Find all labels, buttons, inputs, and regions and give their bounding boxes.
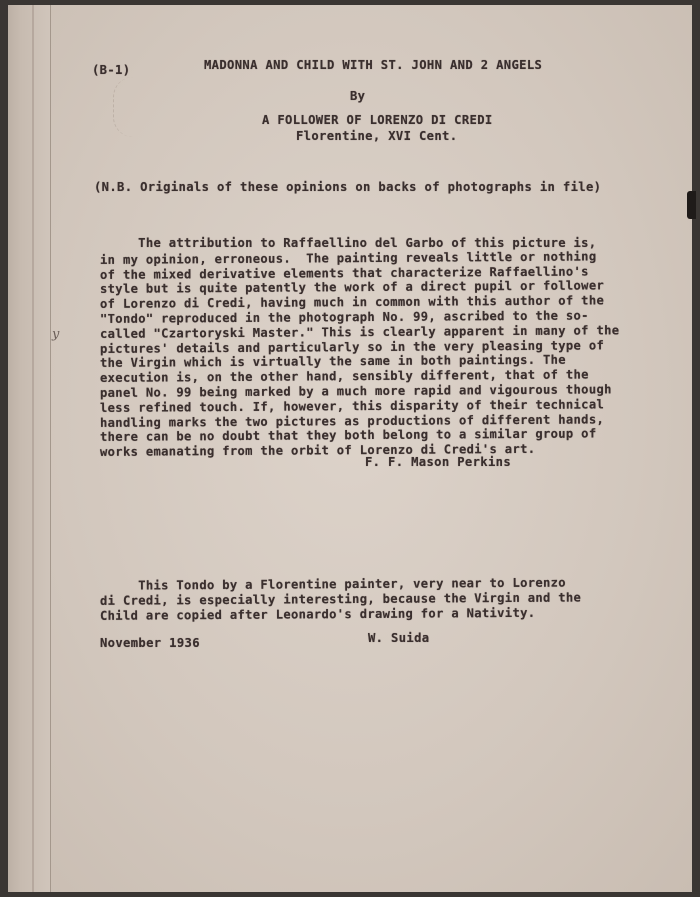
binding-crease (32, 5, 34, 892)
reference-number: (B-1) (92, 63, 131, 77)
document-title: MADONNA AND CHILD WITH ST. JOHN AND 2 ANGELS (204, 58, 543, 72)
paragraph-line: The attribution to Raffaellino del Garbo of this picture is, (100, 236, 597, 250)
signature-suida: W. Suida (368, 631, 430, 645)
opinion-date: November 1936 (100, 636, 200, 650)
paragraph-line: less refined touch. If, however, this disparity of their technical (99, 397, 605, 415)
paragraph-line: panel No. 99 being marked by a much more rapid and vigourous though (99, 382, 612, 400)
paragraph-line: Child are copied after Leonardo's drawing for a Nativity. (99, 605, 536, 623)
faint-mark (113, 77, 154, 137)
paragraph-line: di Credi, is especially interesting, because the Virgin and the (99, 590, 582, 608)
opinion-paragraph-1 (100, 236, 645, 458)
paragraph-line: "Tondo" reproduced in the photograph No. 99, ascribed to the so- (99, 308, 589, 326)
paragraph-line: handling marks the two pictures as productions of different hands, (99, 411, 605, 430)
paragraph-line: there can be no doubt that they both belong to a similar group of (99, 426, 597, 445)
paragraph-line: of Lorenzo di Credi, having much in common with this author of the (99, 293, 605, 312)
nb-note: (N.B. Originals of these opinions on backs of photographs in file) (94, 180, 602, 194)
attribution-school: Florentine, XVI Cent. (296, 129, 458, 143)
clip-mark (687, 191, 696, 219)
binding-strip (8, 5, 51, 892)
opinion-paragraph-2 (100, 577, 620, 621)
paragraph-line: of the mixed derivative elements that characterize Raffaellino's (99, 264, 589, 282)
paragraph-line: works emanating from the orbit of Lorenzo di Credi's art. (99, 442, 536, 460)
paragraph-line: style but is quite patently the work of a direct pupil or follower (99, 278, 605, 297)
paragraph-line: the Virgin which is virtually the same in both paintings. The (99, 353, 566, 371)
pencil-margin-mark: y (52, 327, 60, 342)
signature-mason-perkins: F. F. Mason Perkins (365, 455, 512, 469)
attribution-artist: A FOLLOWER OF LORENZO DI CREDI (262, 113, 493, 127)
paragraph-line: execution is, on the other hand, sensibly different, that of the (99, 367, 589, 386)
paragraph-line: pictures' details and particularly so in the very pleasing type of (99, 337, 605, 356)
by-label: By (350, 89, 366, 103)
paragraph-line: called "Czartoryski Master." This is clearly apparent in many of the (99, 323, 620, 341)
paragraph-line: in my opinion, erroneous. The painting reveals little or nothing (99, 249, 597, 267)
paragraph-line: This Tondo by a Florentine painter, very near to Lorenzo (99, 575, 566, 593)
